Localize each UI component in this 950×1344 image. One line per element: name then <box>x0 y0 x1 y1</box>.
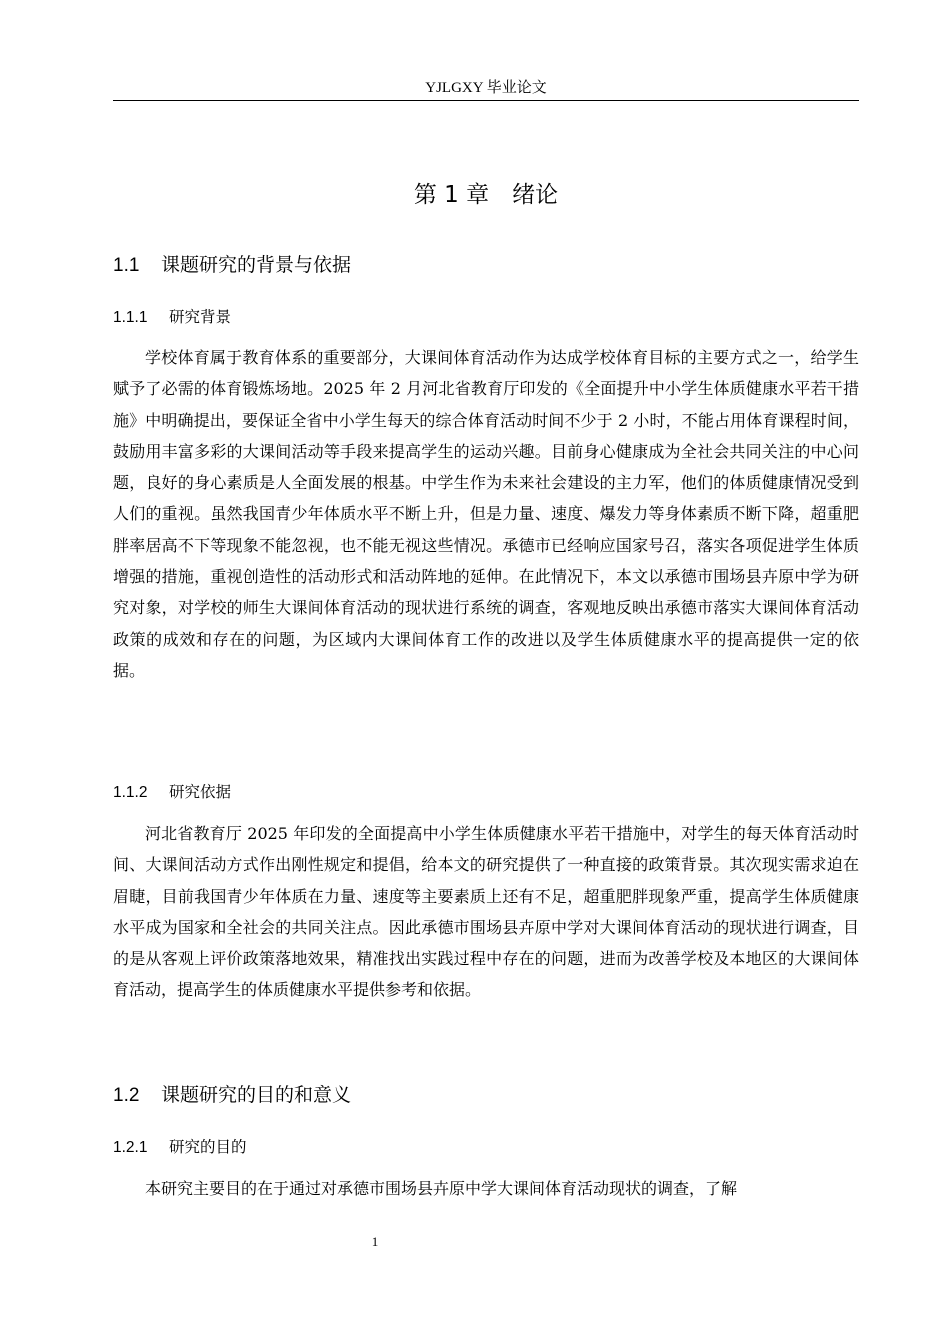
body-paragraph: 学校体育属于教育体系的重要部分，大课间体育活动作为达成学校体育目标的主要方式之一，给学生赋予了必需的体育锻炼场地。2025 年 2 月河北省教育厅印发的《全面提升中小学生体质健康水平若干措施》中明确提出，要保证全省中小学生每天的综合体育活动时间不少于 2 小时，不能占用体育课程时间，鼓励用丰富多彩的大课间活动等手段来提高学生的运动兴趣。目前身心健康成为全社会共同关注的中心问题，良好的身心素质是人全面发展的根基。中学生作为未来社会建设的主力军，他们的体质健康情况受到人们的重视。虽然我国青少年体质水平不断上升，但是力量、速度、爆发力等身体素质不断下降，超重肥胖率居高不下等现象不能忽视，也不能无视这些情况。承德市已经响应国家号召，落实各项促进学生体质增强的措施，重视创造性的活动形式和活动阵地的延伸。在此情况下，本文以承德市围场县卉原中学为研究对象，对学校的师生大课间体育活动的现状进行系统的调查，客观地反映出承德市落实大课间体育活动政策的成效和存在的问题，为区域内大课间体育工作的改进以及学生体质健康水平的提高提供一定的依据。 <box>113 348 859 680</box>
subsection-title: 研究背景 <box>169 308 232 326</box>
subsection-heading <box>113 781 231 804</box>
subsection-title: 研究的目的 <box>169 1138 247 1156</box>
subsection-heading <box>113 1136 247 1159</box>
section-heading <box>113 1082 351 1109</box>
body-paragraph: 本研究主要目的在于通过对承德市围场县卉原中学大课间体育活动现状的调查，了解 <box>145 1179 738 1198</box>
subsection-number: 1.2.1 <box>113 1139 148 1156</box>
subsection-title: 研究依据 <box>169 783 232 801</box>
section-title: 课题研究的目的和意义 <box>161 1084 352 1106</box>
section-heading <box>113 252 351 279</box>
section-number: 1.2 <box>113 1085 140 1106</box>
section-number: 1.1 <box>113 255 140 276</box>
chapter-title: 第 1 章 绪论 <box>413 182 559 208</box>
running-header: YJLGXY 毕业论文 <box>425 80 547 96</box>
header-rule <box>113 100 859 101</box>
subsection-number: 1.1.1 <box>113 309 148 326</box>
subsection-heading <box>113 306 231 329</box>
page-number: 1 <box>371 1234 379 1249</box>
section-title: 课题研究的背景与依据 <box>161 254 352 276</box>
body-paragraph: 河北省教育厅 2025 年印发的全面提高中小学生体质健康水平若干措施中，对学生的每天体育活动时间、大课间活动方式作出刚性规定和提倡，给本文的研究提供了一种直接的政策背景。其次现实需求迫在眉睫，目前我国青少年体质在力量、速度等主要素质上还有不足，超重肥胖现象严重，提高学生体质健康水平成为国家和全社会的共同关注点。因此承德市围场县卉原中学对大课间体育活动的现状进行调查，目的是从客观上评价政策落地效果，精准找出实践过程中存在的问题，进而为改善学校及本地区的大课间体育活动，提高学生的体质健康水平提供参考和依据。 <box>113 824 859 1000</box>
subsection-number: 1.1.2 <box>113 784 148 801</box>
